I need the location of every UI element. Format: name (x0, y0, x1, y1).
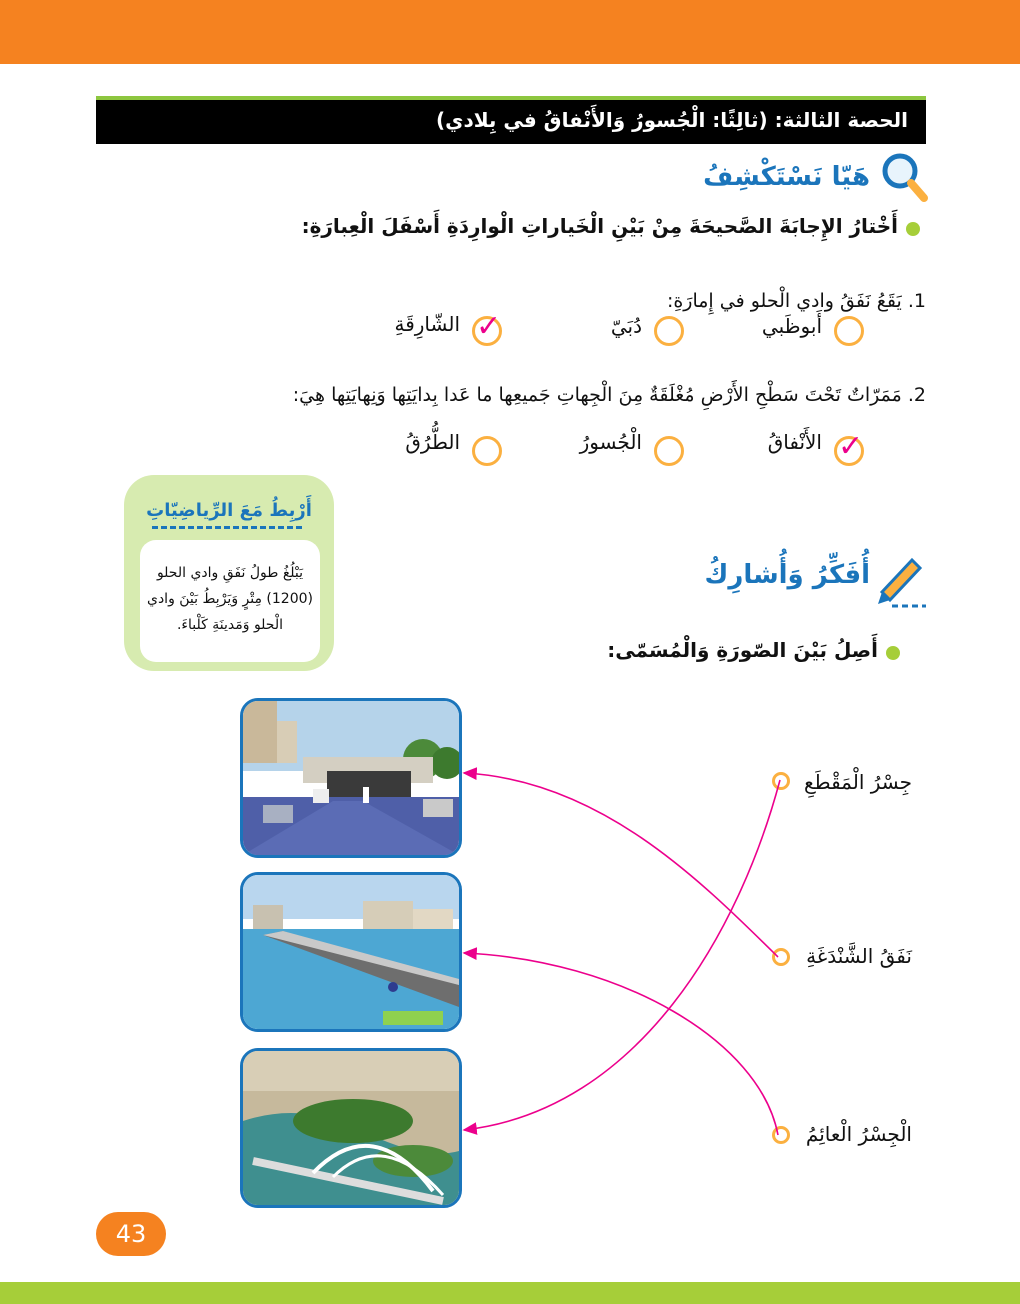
label-floating-bridge: الْجِسْرُ الْعائِمُ (805, 1122, 912, 1146)
matching-instruction: أَصِلُ بَيْنَ الصّورَةِ وَالْمُسَمّى: (607, 638, 878, 662)
lesson-title: الحصة الثالثة: (ثالِثًا: الْجُسورُ وَالأَنْفاقُ في بِلادي) (436, 108, 908, 132)
think-share-title: أُفَكِّرُ وَأُشارِكُ (704, 560, 870, 590)
explore-title: هَيّا نَسْتَكْشِفُ (703, 162, 870, 192)
math-line-1: يَبْلُغُ طولُ نَفَقِ وادي الحلو (156, 565, 304, 581)
q2-option-3-label: الطُّرُقُ (405, 430, 460, 454)
q1-option-3-label: الشّارِقَةِ (394, 312, 460, 336)
math-line-3: الْحلو وَمَدينَةِ كَلْباءَ. (176, 617, 284, 633)
line-maqta-to-arch (464, 780, 780, 1130)
explore-instruction: أَخْتارُ الإِجابَةَ الصَّحيحَةَ مِنْ بَيْنِ الْخَياراتِ الْوارِدَةِ أَسْفَلَ الْعِبارَةِ: (301, 214, 898, 238)
math-line-2: (1200) مِتْرٍ وَيَرْبِطُ بَيْنَ وادي (146, 591, 313, 607)
q1-checkmark-icon: ✓ (476, 309, 502, 344)
line-floating-to-bridge (464, 953, 778, 1135)
question-2-text: 2. مَمَرّاتٌ تَحْتَ سَطْحِ الأَرْضِ مُغْلَقَةٌ مِنَ الْجِهاتِ جَميعِها ما عَدا بِدايَتِها وَنِهايَتِها هِيَ: (292, 384, 926, 406)
q1-option-2-label: دُبَيّ (610, 314, 642, 338)
label-shindagha-tunnel: نَفَقُ الشَّنْدَغَةِ (806, 944, 912, 968)
question-1-text: 1. يَقَعُ نَفَقُ وادي الْحلو في إِمارَةِ: (666, 290, 926, 312)
q2-checkmark-icon: ✓ (838, 429, 864, 464)
math-connection-title: أَرْبِطُ مَعَ الرِّياضِيّاتِ (146, 500, 312, 521)
page-number: 43 (96, 1212, 166, 1256)
q2-option-1-label: الأَنْفاقُ (767, 430, 822, 454)
label-maqta-bridge: جِسْرُ الْمَقْطَعِ (804, 770, 912, 794)
line-shindagha-to-tunnel (464, 773, 778, 957)
q1-option-1-label: أَبوظَبي (761, 314, 822, 338)
q2-option-2-label: الْجُسورُ (579, 430, 642, 454)
